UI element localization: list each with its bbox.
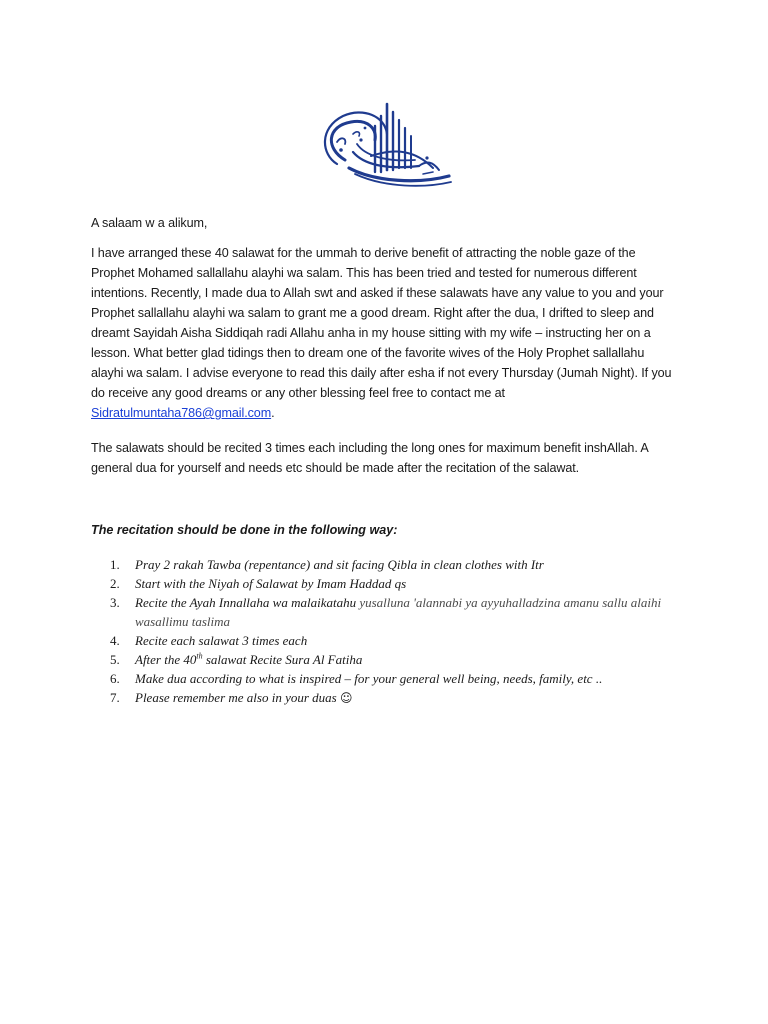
list-item-number: 5.	[110, 652, 120, 667]
contact-email-link[interactable]: Sidratulmuntaha786@gmail.com	[91, 406, 272, 420]
list-item	[110, 669, 680, 688]
list-item	[110, 650, 680, 669]
list-item-text-end: salawat Recite Sura Al Fatiha	[202, 652, 363, 667]
smiley-icon: ☺	[339, 691, 353, 705]
intro-text: I have arranged these 40 salawat for the ummah to derive benefit of attracting the noble gaze of the Prophet Mohamed sallallahu alayhi wa salam. This has been tried and tested for numerous different intentions. Recently, I made dua to Allah swt and asked if these salawats have any value to you and your Prophet sallallahu alayhi wa salam to grant me a good dream. Right after the dua, I drifted to sleep and dreamt Sayidah Aisha Siddiqah radi Allahu anha in my house sitting with my wife – instructing her on a lesson. What better glad tidings then to dream one of the favorite wives of the Holy Prophet sallallahu alayhi wa salam. I advise everyone to read this daily after esha if not every Thursday (Jumah Night). If you do receive any good dreams or any other blessing feel free to contact me at	[91, 246, 672, 400]
greeting: A salaam w a alikum,	[91, 216, 208, 230]
list-item-text: Pray 2 rakah Tawba (repentance) and sit facing Qibla in clean clothes with Itr	[135, 557, 544, 572]
list-item	[110, 688, 680, 708]
list-item-number: 1.	[110, 557, 120, 572]
intro-end: .	[271, 406, 275, 420]
list-item-number: 6.	[110, 671, 120, 686]
list-item-ayah-text: yusalluna 'alannabi ya ayyuhalladzina amanu sallu alaihi wasallimu taslima	[135, 595, 662, 629]
section-heading: The recitation should be done in the following way:	[91, 523, 398, 537]
list-item	[110, 593, 680, 631]
list-item-text: After the 40	[135, 652, 197, 667]
list-item-text: Please remember me also in your duas	[135, 690, 340, 705]
list-item-number: 7.	[110, 690, 120, 705]
list-item-number: 3.	[110, 595, 120, 610]
list-item	[110, 555, 680, 574]
list-item	[110, 631, 680, 650]
steps-list	[110, 555, 680, 708]
list-item-text: Start with the Niyah of Salawat by Imam Haddad qs	[135, 576, 407, 591]
bismillah-calligraphy-logo-icon	[315, 98, 455, 190]
list-item-number: 2.	[110, 576, 120, 591]
list-item-text: Recite the Ayah Innallaha wa malaikatahu	[135, 595, 360, 610]
list-item-text: Make dua according to what is inspired – for your general well being, needs, family, etc ..	[135, 671, 603, 686]
list-item-number: 4.	[110, 633, 120, 648]
list-item	[110, 574, 680, 593]
intro-paragraph	[91, 243, 677, 423]
ordinal-suffix: th	[196, 651, 203, 661]
list-item-text: Recite each salawat 3 times each	[135, 633, 308, 648]
recitation-paragraph: The salawats should be recited 3 times each including the long ones for maximum benefit inshAllah. A general dua for yourself and needs etc should be made after the recitation of the salawat.	[91, 441, 649, 475]
